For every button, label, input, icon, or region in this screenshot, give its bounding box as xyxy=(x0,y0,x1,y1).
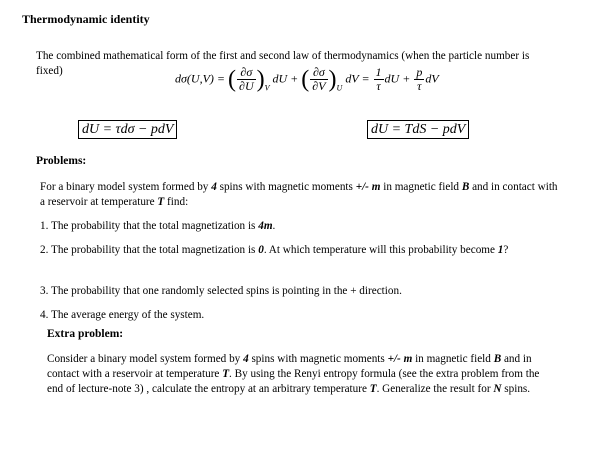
eq-sub-V: V xyxy=(264,83,270,93)
eq-paren-open-2: ( xyxy=(301,66,310,93)
extra-problem-text: Consider a binary model system formed by 4 spins with magnetic moments +/- m in magnetic field B and in contact with a reservoir at temperature T. By using the Renyi entropy formula (see the extra problem from the end of lecture-note 3) , calculate the entropy at an arbitrary temperature T. Generalize the result for N spins. xyxy=(47,353,540,395)
eq-dU-2: dU + xyxy=(384,71,411,86)
eq-paren-open: ( xyxy=(228,66,237,93)
question-3: 3. The probability that one randomly selected spins is pointing in the + direction. xyxy=(40,285,402,297)
section-title: Thermodynamic identity xyxy=(22,12,150,26)
intro-paragraph: The combined mathematical form of the first and second law of thermodynamics (when the particle number is fixed) xyxy=(36,50,530,77)
eq-fraction-one-over-tau: $\frac{1}{\tau}$ xyxy=(375,65,382,93)
question-4: 4. The average energy of the system. xyxy=(40,309,205,321)
eq-lhs: dσ(U,V) = xyxy=(175,71,226,86)
eq-dV-2: dV xyxy=(425,71,439,86)
eq-fraction-dsigma-dV: $\frac{\partial\sigma}{\partial V}$ xyxy=(312,65,326,93)
eq-paren-close-2: ) xyxy=(328,66,337,93)
eq-dV: dV = xyxy=(345,71,370,86)
question-2: 2. The probability that the total magnetization is 0. At which temperature will this probability become 1? xyxy=(40,244,509,256)
eq-dU: dU + xyxy=(272,71,299,86)
boxed-equation-tau: dU = τdσ − pdV xyxy=(78,120,177,139)
eq-fraction-dsigma-dU: $\frac{\partial\sigma}{\partial U}$ xyxy=(239,65,254,93)
extra-problem-heading: Extra problem: xyxy=(47,328,124,340)
thermodynamic-identity-equation xyxy=(175,66,439,93)
problems-heading: Problems: xyxy=(36,155,87,167)
eq-sub-U: U xyxy=(336,83,343,93)
eq-paren-close: ) xyxy=(256,66,265,93)
boxed-equation-T: dU = TdS − pdV xyxy=(367,120,469,139)
question-1: 1. The probability that the total magnetization is 4m. xyxy=(40,220,276,232)
eq-fraction-p-over-tau: $\frac{p}{\tau}$ xyxy=(416,65,423,93)
problem-statement: For a binary model system formed by 4 spins with magnetic moments +/- m in magnetic field B and in contact with a reservoir at temperature T find: xyxy=(40,181,558,208)
